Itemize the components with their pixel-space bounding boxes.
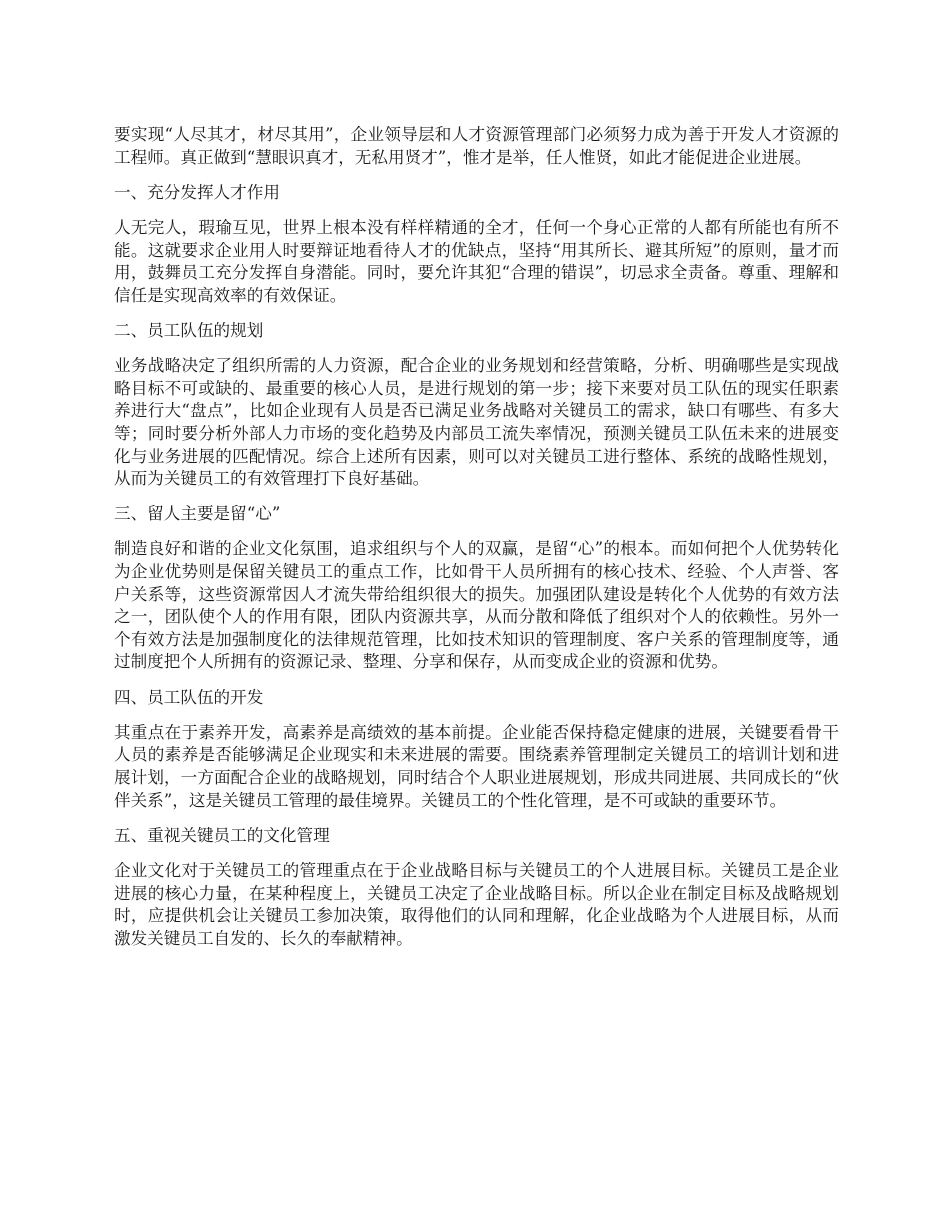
section-4-heading: 四、员工队伍的开发 (114, 687, 264, 707)
intro-paragraph: 要实现“人尽其才，材尽其用”，企业领导层和人才资源管理部门必须努力成为善于开发人才资源的工程师。真正做到“慧眼识真才，无私用贤才”，惟才是举，任人惟贤，如此才能促进企业进展。 (114, 125, 839, 167)
section-5-heading: 五、重视关键员工的文化管理 (114, 825, 330, 845)
section-3-paragraph: 制造良好和谐的企业文化氛围，追求组织与个人的双赢，是留“心”的根本。而如何把个人优势转化为企业优势则是保留关键员工的重点工作，比如骨干人员所拥有的核心技术、经验、个人声誉、客户关系等，这些资源常因人才流失带给组织很大的损失。加强团队建设是转化个人优势的有效方法之一，团队使个人的作用有限，团队内资源共享，从而分散和降低了组织对个人的依赖性。另外一个有效方法是加强制度化的法律规范管理，比如技术知识的管理制度、客户关系的管理制度等，通过制度把个人所拥有的资源记录、整理、分享和保存，从而变成企业的资源和优势。 (114, 539, 839, 672)
section-1-paragraph: 人无完人，瑕瑜互见，世界上根本没有样样精通的全才，任何一个身心正常的人都有所能也有所不能。这就要求企业用人时要辩证地看待人才的优缺点，坚持“用其所长、避其所短”的原则，量才而用，鼓舞员工充分发挥自身潜能。同时，要允许其犯“合理的错误”，切忌求全责备。尊重、理解和信任是实现高效率的有效保证。 (114, 217, 839, 305)
section-5-paragraph: 企业文化对于关键员工的管理重点在于企业战略目标与关键员工的个人进展目标。关键员工是企业进展的核心力量，在某种程度上，关键员工决定了企业战略目标。所以企业在制定目标及战略规划时，应提供机会让关键员工参加决策，取得他们的认同和理解，化企业战略为个人进展目标，从而激发关键员工自发的、长久的奉献精神。 (114, 860, 839, 948)
section-1-heading: 一、充分发挥人才作用 (114, 182, 280, 202)
section-2-paragraph: 业务战略决定了组织所需的人力资源，配合企业的业务规划和经营策略，分析、明确哪些是实现战略目标不可或缺的、最重要的核心人员，是进行规划的第一步；接下来要对员工队伍的现实任职素养进行大“盘点”，比如企业现有人员是否已满足业务战略对关键员工的需求，缺口有哪些、有多大等；同时要分析外部人力市场的变化趋势及内部员工流失率情况，预测关键员工队伍未来的进展变化与业务进展的匹配情况。综合上述所有因素，则可以对关键员工进行整体、系统的战略性规划，从而为关键员工的有效管理打下良好基础。 (114, 356, 839, 489)
section-4-paragraph: 其重点在于素养开发，高素养是高绩效的基本前提。企业能否保持稳定健康的进展，关键要看骨干人员的素养是否能够满足企业现实和未来进展的需要。围绕素养管理制定关键员工的培训计划和进展计划，一方面配合企业的战略规划，同时结合个人职业进展规划，形成共同进展、共同成长的“伙伴关系”，这是关键员工管理的最佳境界。关键员工的个性化管理，是不可或缺的重要环节。 (114, 722, 839, 810)
section-3-heading: 三、留人主要是留“心” (114, 504, 281, 524)
section-2-heading: 二、员工队伍的规划 (114, 320, 264, 340)
document-body (114, 124, 839, 963)
